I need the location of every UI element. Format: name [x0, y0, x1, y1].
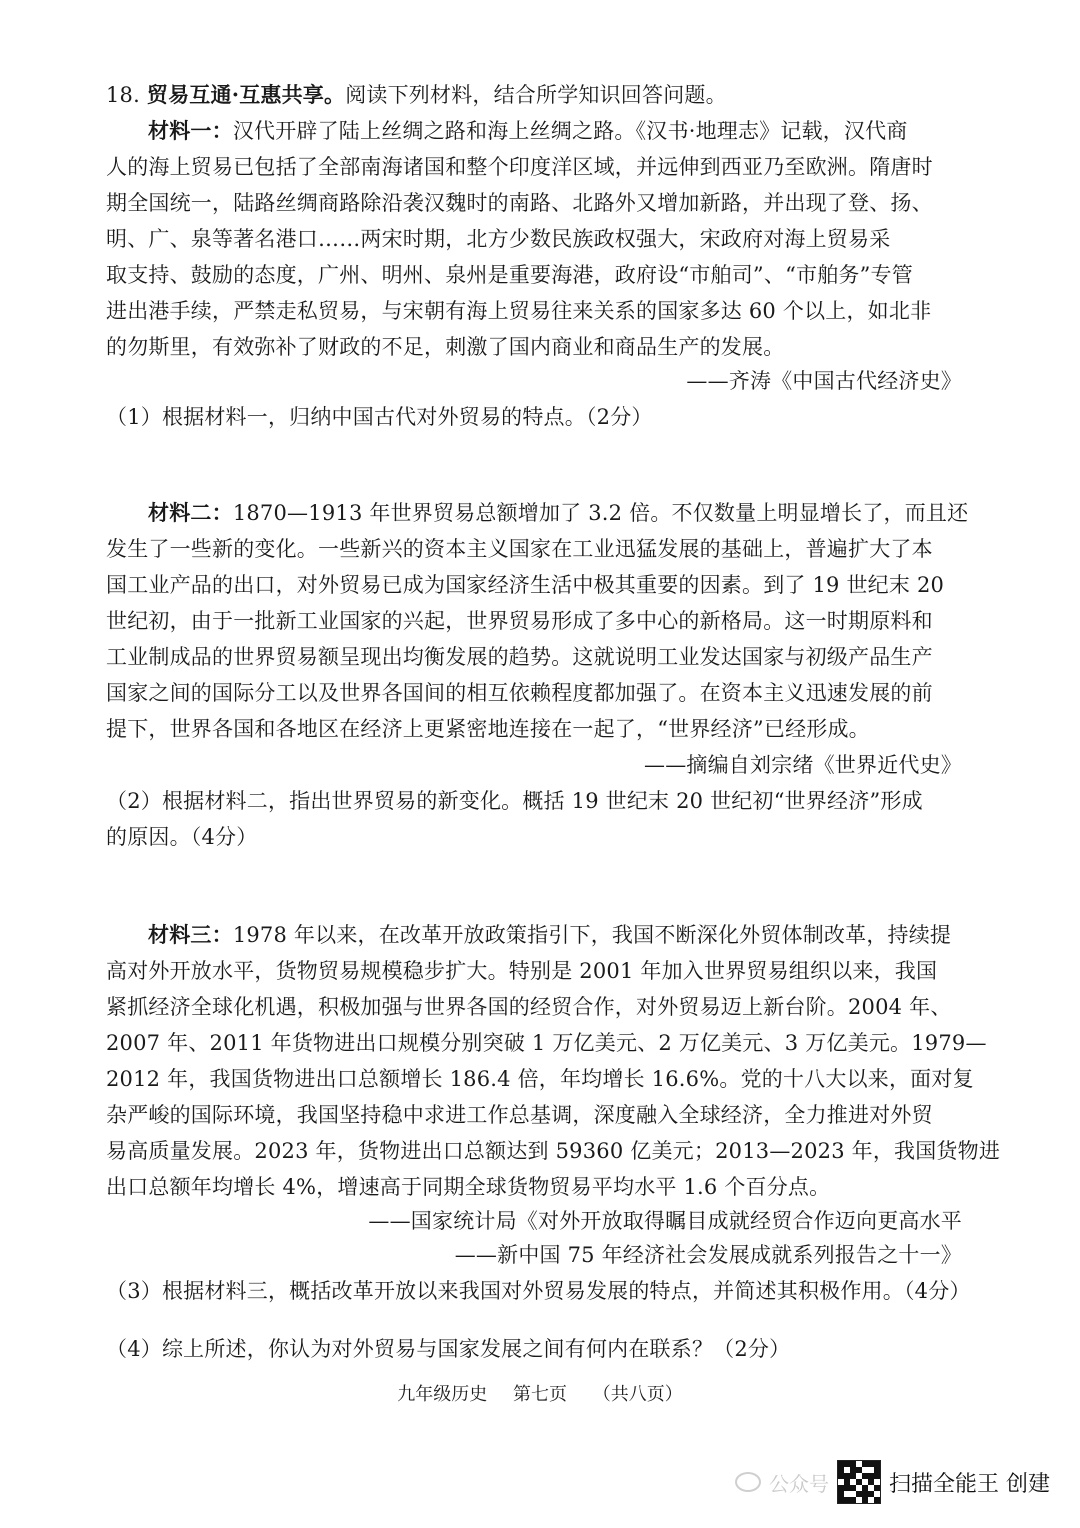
question-number: 18. [106, 83, 140, 107]
material3-line-6: 杂严峻的国际环境，我国坚持稳中求进工作总基调，深度融入全球经济，全力推进对外贸 [106, 1103, 933, 1127]
material1-line-3: 期全国统一，陆路丝绸商路除沿袭汉魏时的南路、北路外又增加新路，并出现了登、扬、 [106, 191, 933, 215]
watermark-faded-text: 公众号 [769, 1471, 829, 1496]
footer-total: （共八页） [592, 1384, 683, 1405]
material1-line-6: 进出港手续，严禁走私贸易，与宋朝有海上贸易往来关系的国家多达 60 个以上，如北非 [106, 299, 932, 323]
footer-page: 第七页 [513, 1384, 567, 1405]
watermark-brand: 扫描全能王 创建 [889, 1471, 1050, 1497]
material2-line-6: 国家之间的国际分工以及世界各国间的相互依赖程度都加强了。在资本主义迅速发展的前 [106, 681, 933, 705]
material3-line-5: 2012 年，我国货物进出口总额增长 186.4 倍，年均增长 16.6%。党的十八大以来，面对复 [106, 1067, 974, 1091]
question-2-line-1: （2）根据材料二，指出世界贸易的新变化。概括 19 世纪末 20 世纪初“世界经济”形成 [106, 789, 923, 813]
material3-source-2: ——新中国 75 年经济社会发展成就系列报告之十一》 [454, 1243, 962, 1267]
material2-line-2: 发生了一些新的变化。一些新兴的资本主义国家在工业迅猛发展的基础上，普遍扩大了本 [106, 537, 933, 561]
material1-line-1: 材料一：汉代开辟了陆上丝绸之路和海上丝绸之路。《汉书·地理志》记载，汉代商 [148, 118, 908, 143]
material1-line-2: 人的海上贸易已包括了全部南海诸国和整个印度洋区域，并远伸到西亚乃至欧洲。隋唐时 [106, 155, 933, 179]
material2-line-7: 提下，世界各国和各地区在经济上更紧密地连接在一起了，“世界经济”已经形成。 [106, 717, 870, 741]
material3-line-1: 材料三：1978 年以来，在改革开放政策指引下，我国不断深化外贸体制改革，持续提 [148, 922, 952, 947]
material1-line-7: 的勿斯里，有效弥补了财政的不足，刺激了国内商业和商品生产的发展。 [106, 335, 785, 359]
question-header [106, 80, 727, 110]
material1-label: 材料一： [148, 118, 233, 143]
material2-source: ——摘编自刘宗绪《世界近代史》 [644, 753, 962, 777]
material2-label: 材料二： [148, 500, 233, 525]
material2-line-4: 世纪初，由于一批新工业国家的兴起，世界贸易形成了多中心的新格局。这一时期原料和 [106, 609, 933, 633]
qr-code-icon [837, 1460, 881, 1504]
question-3: （3）根据材料三，概括改革开放以来我国对外贸易发展的特点，并简述其积极作用。（4分） [106, 1279, 971, 1303]
material3-line-7: 易高质量发展。2023 年，货物进出口总额达到 59360 亿美元；2013—2023 年，我国货物进 [106, 1139, 1001, 1163]
material3-line-4: 2007 年、2011 年货物进出口规模分别突破 1 万亿美元、2 万亿美元、3 万亿美元。1979— [106, 1031, 987, 1055]
material2-line-1: 材料二：1870—1913 年世界贸易总额增加了 3.2 倍。不仅数量上明显增长了，而且还 [148, 500, 969, 525]
material1-source: ——齐涛《中国古代经济史》 [686, 369, 962, 393]
material2-line-5: 工业制成品的世界贸易额呈现出均衡发展的趋势。这就说明工业发达国家与初级产品生产 [106, 645, 933, 669]
page-footer [0, 1382, 1080, 1408]
footer-subject: 九年级历史 [397, 1384, 488, 1405]
material1-line-4: 明、广、泉等著名港口……两宋时期，北方少数民族政权强大，宋政府对海上贸易采 [106, 227, 891, 251]
question-title: 贸易互通·互惠共享。 [146, 82, 346, 107]
question-4: （4）综上所述，你认为对外贸易与国家发展之间有何内在联系？（2分） [106, 1337, 791, 1361]
material3-source-1: ——国家统计局《对外开放取得瞩目成就经贸合作迈向更高水平 [368, 1209, 962, 1233]
material3-line-2: 高对外开放水平，货物贸易规模稳步扩大。特别是 2001 年加入世界贸易组织以来，我国 [106, 959, 938, 983]
question-1: （1）根据材料一，归纳中国古代对外贸易的特点。（2分） [106, 405, 653, 429]
material1-line-5: 取支持、鼓励的态度，广州、明州、泉州是重要海港，政府设“市舶司”、“市舶务”专管 [106, 263, 913, 287]
material3-line-3: 紧抓经济全球化机遇，积极加强与世界各国的经贸合作，对外贸易迈上新台阶。2004 年、 [106, 995, 952, 1019]
question-prompt: 阅读下列材料，结合所学知识回答问题。 [345, 83, 727, 107]
wechat-icon [735, 1472, 761, 1492]
material3-line-8: 出口总额年均增长 4%，增速高于同期全球货物贸易平均水平 1.6 个百分点。 [106, 1175, 831, 1199]
material3-label: 材料三： [148, 922, 233, 947]
question-2-line-2: 的原因。（4分） [106, 825, 258, 849]
material2-line-3: 国工业产品的出口，对外贸易已成为国家经济生活中极其重要的因素。到了 19 世纪末 20 [106, 573, 945, 597]
scanner-watermark [735, 1458, 1050, 1506]
